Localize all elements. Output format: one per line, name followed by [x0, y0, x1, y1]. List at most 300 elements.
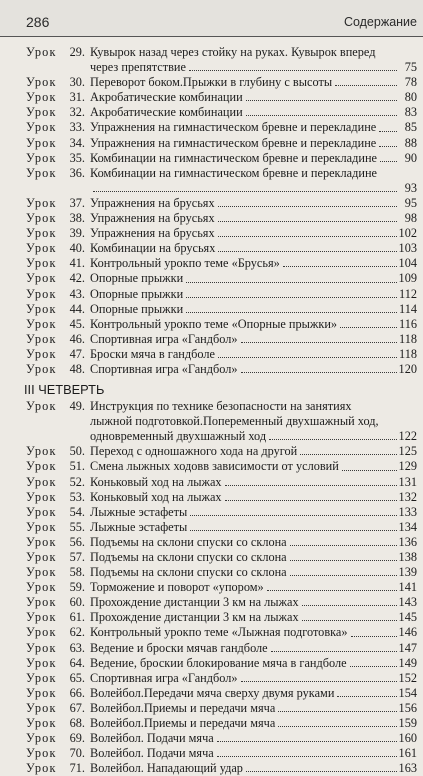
lesson-number: 58.: [69, 565, 85, 580]
toc-entry[interactable]: [26, 317, 417, 332]
toc-entry[interactable]: [26, 362, 417, 377]
lesson-title-line: Упражнения на брусьях: [90, 211, 215, 226]
lesson-label: Урок: [26, 444, 57, 459]
lesson-title: [90, 656, 417, 671]
lesson-number: 59.: [69, 580, 85, 595]
toc-entry[interactable]: [26, 505, 417, 520]
page-ref: 161: [398, 746, 417, 761]
lesson-number: 32.: [69, 105, 85, 120]
lesson-title: [90, 271, 417, 286]
lesson-title-line: Волейбол. Нападающий удар: [90, 761, 243, 776]
lesson-title-line: Инструкция по технике безопасности на занятиях: [90, 399, 352, 414]
toc-entry[interactable]: [26, 256, 417, 271]
page-ref: 160: [398, 731, 417, 746]
dot-leader: [225, 500, 397, 501]
toc-entry[interactable]: [26, 271, 417, 286]
lesson-title-line: Волейбол. Подачи мяча: [90, 746, 214, 761]
lesson-label: Урок: [26, 459, 57, 474]
lesson-number: 47.: [69, 346, 85, 361]
lesson-title-line: Спортивная игра «Гандбол»: [90, 670, 238, 685]
lesson-label: Урок: [26, 105, 57, 120]
page-ref: 125: [398, 444, 417, 459]
toc-entry[interactable]: [26, 580, 417, 595]
page-ref: 129: [398, 459, 417, 474]
dot-leader: [189, 70, 397, 71]
lesson-title: [90, 459, 417, 474]
lesson-label: Урок: [26, 75, 57, 90]
lesson-number: 66.: [69, 685, 85, 700]
lesson-title: [90, 625, 417, 640]
lesson-number: 67.: [69, 700, 85, 715]
page-ref: 139: [398, 565, 417, 580]
page-ref: 141: [398, 580, 417, 595]
lesson-number: 52.: [69, 474, 85, 489]
lesson-title-line: Акробатические комбинации: [90, 105, 243, 120]
lesson-title: [90, 105, 417, 120]
dot-leader: [290, 575, 397, 576]
toc-entry[interactable]: [26, 196, 417, 211]
toc-entry[interactable]: [26, 610, 417, 625]
page-ref: 104: [398, 256, 417, 271]
lesson-title: [90, 347, 417, 362]
lesson-title-line: лыжной подготовкой.Попеременный двухшажный ход,: [90, 414, 379, 429]
lesson-title: [90, 196, 417, 211]
lesson-title: [90, 746, 417, 761]
lesson-title: [90, 580, 417, 595]
lesson-label: Урок: [26, 716, 57, 731]
lesson-title-line: Ведение, броскии блокирование мяча в гандболе: [90, 655, 347, 670]
lesson-title-line: Лыжные эстафеты: [90, 504, 188, 519]
dot-leader: [246, 100, 397, 101]
toc-entry[interactable]: [26, 332, 417, 347]
lesson-title-line: Комбинации на гимнастическом бревне и перекладине: [90, 165, 378, 180]
dot-leader: [225, 485, 397, 486]
toc-entry[interactable]: [26, 399, 417, 444]
lesson-title: [90, 136, 417, 151]
toc-entry[interactable]: [26, 520, 417, 535]
lesson-number: 68.: [69, 716, 85, 731]
lesson-title: [90, 211, 417, 226]
lesson-label: Урок: [26, 640, 57, 655]
toc-entry[interactable]: [26, 731, 417, 746]
lesson-label: Урок: [26, 331, 57, 346]
lesson-number: 51.: [69, 459, 85, 474]
page-ref: 147: [398, 640, 417, 655]
lesson-number: 41.: [69, 256, 85, 271]
dot-leader: [278, 711, 396, 712]
dot-leader: [218, 236, 397, 237]
lesson-number: 45.: [69, 316, 85, 331]
lesson-title: [90, 302, 417, 317]
toc-entry[interactable]: [26, 90, 417, 105]
lesson-title-line: Упражнения на гимнастическом бревне и перекладине: [90, 120, 377, 135]
lesson-label: Урок: [26, 361, 57, 376]
dot-leader: [350, 666, 397, 667]
dot-leader: [337, 696, 396, 697]
lesson-title-line: Спортивная игра «Гандбол»: [90, 331, 238, 346]
dot-leader: [379, 131, 397, 132]
lesson-title: [90, 550, 417, 565]
lesson-title: [90, 332, 417, 347]
lesson-title: [90, 75, 417, 90]
lesson-number: 37.: [69, 195, 85, 210]
dot-leader: [186, 297, 397, 298]
lesson-title: [90, 90, 417, 105]
toc-entry[interactable]: [26, 625, 417, 640]
toc-entry[interactable]: [26, 716, 417, 731]
dot-leader: [302, 605, 397, 606]
toc-entry[interactable]: [26, 105, 417, 120]
lesson-label: Урок: [26, 565, 57, 580]
lesson-title-line: Лыжные эстафеты: [90, 519, 188, 534]
toc-entry[interactable]: [26, 444, 417, 459]
lesson-label: Урок: [26, 165, 57, 180]
dot-leader: [186, 282, 396, 283]
toc-entry[interactable]: [26, 641, 417, 656]
toc-entry[interactable]: [26, 45, 417, 75]
lesson-title-line: Прохождение дистанции 3 км на лыжах: [90, 610, 299, 625]
lesson-label: Урок: [26, 150, 57, 165]
page-header: [0, 0, 423, 37]
lesson-title-line: Упражнения на брусьях: [90, 195, 215, 210]
lesson-title-line: Опорные прыжки: [90, 286, 184, 301]
lesson-title: [90, 686, 417, 701]
lesson-number: 36.: [69, 165, 85, 180]
lesson-number: 46.: [69, 331, 85, 346]
dot-leader: [290, 545, 397, 546]
page-ref: 103: [398, 241, 417, 256]
lesson-title: [90, 45, 417, 75]
lesson-number: 38.: [69, 211, 85, 226]
toc-entry[interactable]: [26, 211, 417, 226]
lesson-label: Урок: [26, 625, 57, 640]
lesson-title-line: Опорные прыжки: [90, 301, 184, 316]
lesson-label: Урок: [26, 120, 57, 135]
dot-leader: [190, 530, 396, 531]
toc-entry[interactable]: [26, 535, 417, 550]
lesson-title: [90, 475, 417, 490]
lesson-title: [90, 716, 417, 731]
lesson-title-line: Переворот боком.Прыжки в глубину с высоты: [90, 75, 333, 90]
lesson-number: 62.: [69, 625, 85, 640]
lesson-title-line: Прохождение дистанции 3 км на лыжах: [90, 595, 299, 610]
page-ref: 134: [398, 519, 417, 534]
lesson-label: Урок: [26, 256, 57, 271]
lesson-label: Урок: [26, 746, 57, 761]
dot-leader: [267, 590, 397, 591]
lesson-title: [90, 595, 417, 610]
dot-leader: [218, 357, 397, 358]
dot-leader: [241, 372, 397, 373]
lesson-label: Урок: [26, 580, 57, 595]
page-ref: 109: [398, 271, 417, 286]
page-ref: 133: [398, 504, 417, 519]
page-ref: 80: [404, 90, 417, 105]
lesson-title: [90, 120, 417, 135]
dot-leader: [186, 312, 397, 313]
page-ref: 88: [404, 135, 417, 150]
table-of-contents: [26, 45, 417, 776]
page-ref: 138: [398, 550, 417, 564]
toc-entry[interactable]: [26, 565, 417, 580]
lesson-label: Урок: [26, 610, 57, 625]
dot-leader: [246, 771, 397, 772]
lesson-title: [90, 565, 417, 580]
lesson-title-line: одновременный двухшажный ход: [90, 429, 267, 444]
page-ref: 159: [398, 716, 417, 731]
toc-entry[interactable]: [26, 459, 417, 474]
lesson-number: 31.: [69, 90, 85, 105]
lesson-title: [90, 444, 417, 459]
lesson-label: Урок: [26, 211, 57, 226]
toc-entry[interactable]: [26, 302, 417, 317]
lesson-title-line: Коньковый ход на лыжах: [90, 489, 222, 504]
lesson-title-line: Ведение и броски мячав гандболе: [90, 640, 268, 655]
lesson-label: Урок: [26, 550, 57, 564]
lesson-number: 64.: [69, 655, 85, 670]
page-ref: 136: [398, 534, 417, 549]
page-ref: 102: [398, 226, 417, 241]
lesson-label: Урок: [26, 195, 57, 210]
toc-entry[interactable]: [26, 166, 417, 196]
lesson-title-line: Опорные прыжки: [90, 271, 184, 286]
dot-leader: [335, 85, 397, 86]
lesson-title-line: Комбинации на брусьях: [90, 241, 216, 256]
lesson-label: Урок: [26, 346, 57, 361]
lesson-label: Урок: [26, 90, 57, 105]
lesson-number: 49.: [69, 399, 85, 414]
lesson-number: 54.: [69, 504, 85, 519]
lesson-title-line: Волейбол.Приемы и передачи мяча: [90, 716, 276, 731]
lesson-number: 61.: [69, 610, 85, 625]
lesson-number: 55.: [69, 519, 85, 534]
page-ref: 120: [398, 361, 417, 376]
lesson-title-line: Торможение и поворот «упором»: [90, 580, 264, 595]
toc-entry[interactable]: [26, 241, 417, 256]
lesson-label: Урок: [26, 534, 57, 549]
toc-entry[interactable]: [26, 686, 417, 701]
lesson-title-line: Акробатические комбинации: [90, 90, 243, 105]
toc-entry[interactable]: [26, 761, 417, 776]
lesson-title-line: Упражнения на гимнастическом бревне и перекладине: [90, 135, 377, 150]
lesson-title: [90, 287, 417, 302]
lesson-number: 53.: [69, 489, 85, 504]
page-ref: 85: [404, 120, 417, 135]
dot-leader: [300, 454, 396, 455]
lesson-label: Урок: [26, 286, 57, 301]
lesson-title-line: Кувырок назад через стойку на руках. Кувырок вперед: [90, 45, 376, 59]
toc-entry[interactable]: [26, 120, 417, 135]
lesson-title-line: Волейбол.Передачи мяча сверху двумя руками: [90, 685, 335, 700]
lesson-label: Урок: [26, 670, 57, 685]
lesson-title: [90, 166, 417, 196]
lesson-number: 33.: [69, 120, 85, 135]
lesson-label: Урок: [26, 135, 57, 150]
lesson-number: 69.: [69, 731, 85, 746]
lesson-label: Урок: [26, 595, 57, 610]
toc-entry[interactable]: [26, 671, 417, 686]
lesson-title-line: Подъемы на склони спуски со склона: [90, 550, 287, 564]
lesson-number: 71.: [69, 761, 85, 776]
dot-leader: [218, 221, 397, 222]
toc-entry[interactable]: [26, 701, 417, 716]
page-ref: 156: [398, 700, 417, 715]
dot-leader: [380, 161, 397, 162]
lesson-number: 65.: [69, 670, 85, 685]
lesson-number: 42.: [69, 271, 85, 286]
page-ref: 75: [404, 60, 417, 75]
dot-leader: [283, 266, 397, 267]
dot-leader: [217, 741, 397, 742]
toc-entry[interactable]: [26, 550, 417, 565]
page-ref: 145: [398, 610, 417, 625]
page-ref: 149: [398, 655, 417, 670]
toc-entry[interactable]: [26, 151, 417, 166]
page-ref: 112: [399, 286, 417, 301]
dot-leader: [93, 191, 397, 192]
toc-entry[interactable]: [26, 347, 417, 362]
lesson-label: Урок: [26, 700, 57, 715]
lesson-label: Урок: [26, 731, 57, 746]
lesson-label: Урок: [26, 519, 57, 534]
lesson-number: 57.: [69, 550, 85, 564]
lesson-title-line: Подъемы на склони спуски со склона: [90, 534, 287, 549]
toc-entry[interactable]: [26, 595, 417, 610]
lesson-number: 29.: [69, 45, 85, 59]
toc-entry[interactable]: [26, 136, 417, 151]
lesson-title-line: Упражнения на брусьях: [90, 226, 215, 241]
lesson-title: [90, 731, 417, 746]
dot-leader: [246, 115, 397, 116]
dot-leader: [241, 681, 397, 682]
lesson-title: [90, 535, 417, 550]
lesson-title-line: Волейбол.Приемы и передачи мяча: [90, 700, 276, 715]
lesson-title-line: Коньковый ход на лыжах: [90, 474, 222, 489]
page-ref: 98: [404, 211, 417, 226]
page-ref: 143: [398, 595, 417, 610]
lesson-number: 35.: [69, 150, 85, 165]
dot-leader: [379, 146, 397, 147]
lesson-title: [90, 256, 417, 271]
dot-leader: [351, 636, 397, 637]
lesson-title: [90, 520, 417, 535]
lesson-label: Урок: [26, 685, 57, 700]
dot-leader: [190, 515, 396, 516]
lesson-label: Урок: [26, 399, 57, 414]
lesson-label: Урок: [26, 271, 57, 286]
lesson-number: 48.: [69, 361, 85, 376]
lesson-label: Урок: [26, 241, 57, 256]
lesson-title-line: Переход с одношажного хода на другой: [90, 444, 298, 459]
lesson-label: Урок: [26, 489, 57, 504]
lesson-title-line: Комбинации на гимнастическом бревне и перекладине: [90, 150, 378, 165]
dot-leader: [218, 206, 397, 207]
toc-entry[interactable]: [26, 226, 417, 241]
lesson-label: Урок: [26, 761, 57, 776]
lesson-title: [90, 701, 417, 716]
page-ref: 114: [399, 301, 417, 316]
dot-leader: [269, 439, 396, 440]
lesson-title: [90, 317, 417, 332]
lesson-title-line: Броски мяча в гандболе: [90, 346, 215, 361]
lesson-title-line: Контрольный урокпо теме «Лыжная подготовка»: [90, 625, 348, 640]
lesson-title: [90, 362, 417, 377]
lesson-label: Урок: [26, 226, 57, 241]
lesson-title-line: через препятствие: [90, 60, 186, 75]
toc-entry[interactable]: [26, 490, 417, 505]
lesson-number: 34.: [69, 135, 85, 150]
lesson-label: Урок: [26, 316, 57, 331]
lesson-title: [90, 490, 417, 505]
page-ref: 78: [404, 75, 417, 90]
lesson-title-line: Смена лыжных ходовв зависимости от условий: [90, 459, 339, 474]
lesson-number: 44.: [69, 301, 85, 316]
lesson-title: [90, 399, 417, 444]
quarter-heading: III ЧЕТВЕРТЬ: [24, 382, 105, 398]
page-ref: 118: [399, 331, 417, 346]
page-ref: 83: [404, 105, 417, 120]
lesson-label: Урок: [26, 45, 57, 59]
dot-leader: [217, 756, 397, 757]
page-ref: 146: [398, 625, 417, 640]
dot-leader: [271, 651, 397, 652]
lesson-number: 70.: [69, 746, 85, 761]
lesson-label: Урок: [26, 474, 57, 489]
page-ref: 163: [398, 761, 417, 776]
dot-leader: [278, 726, 396, 727]
lesson-number: 56.: [69, 534, 85, 549]
page-ref: 93: [404, 180, 417, 195]
lesson-title-line: Контрольный урокпо теме «Брусья»: [90, 256, 280, 271]
lesson-title: [90, 151, 417, 166]
dot-leader: [302, 620, 397, 621]
page-ref: 132: [398, 489, 417, 504]
lesson-number: 60.: [69, 595, 85, 610]
toc-entry[interactable]: [26, 75, 417, 90]
dot-leader: [241, 342, 397, 343]
toc-entry[interactable]: [26, 475, 417, 490]
page-ref: 118: [399, 346, 417, 361]
page-ref: 95: [404, 195, 417, 210]
page-ref: 90: [404, 150, 417, 165]
toc-entry[interactable]: [26, 746, 417, 761]
section-title: Содержание: [343, 15, 417, 29]
page-ref: 131: [398, 474, 417, 489]
lesson-title: [90, 641, 417, 656]
toc-entry[interactable]: [26, 656, 417, 671]
lesson-title: [90, 241, 417, 256]
lesson-number: 30.: [69, 75, 85, 90]
page-number: 286: [26, 14, 50, 30]
lesson-label: Урок: [26, 301, 57, 316]
dot-leader: [218, 251, 396, 252]
lesson-label: Урок: [26, 655, 57, 670]
lesson-title: [90, 505, 417, 520]
lesson-title: [90, 671, 417, 686]
lesson-number: 40.: [69, 241, 85, 256]
page-ref: 154: [398, 685, 417, 700]
lesson-title-line: Контрольный урокпо теме «Опорные прыжки»: [90, 316, 338, 331]
toc-entry[interactable]: [26, 287, 417, 302]
lesson-title: [90, 761, 417, 776]
lesson-number: 63.: [69, 640, 85, 655]
dot-leader: [290, 560, 397, 561]
page-ref: 116: [399, 316, 417, 331]
page-ref: 152: [398, 670, 417, 685]
lesson-title: [90, 226, 417, 241]
lesson-number: 39.: [69, 226, 85, 241]
lesson-title-line: Подъемы на склони спуски со склона: [90, 565, 287, 580]
